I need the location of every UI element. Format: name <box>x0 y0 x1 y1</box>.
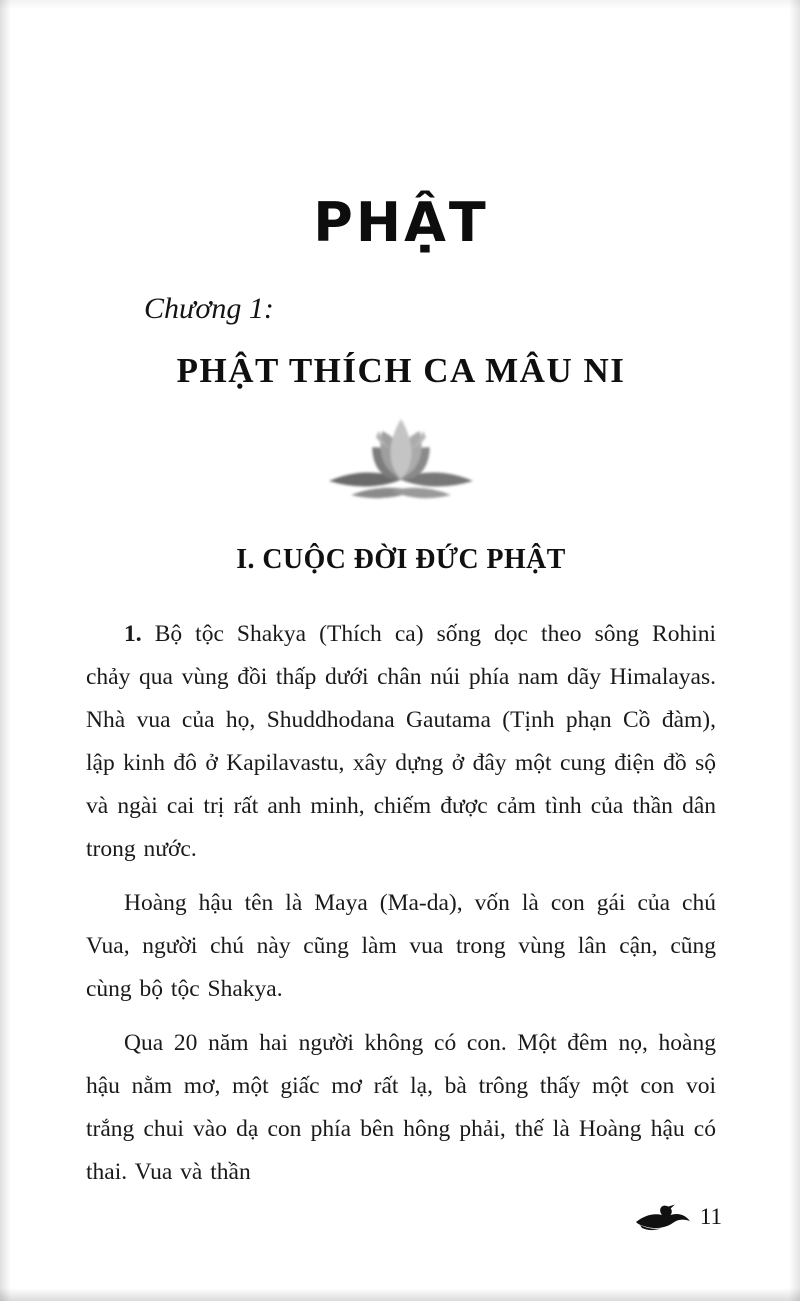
paragraph-1 <box>86 613 716 871</box>
chapter-title: PHẬT THÍCH CA MÂU NI <box>176 351 626 390</box>
paragraph-3-text: Qua 20 năm hai người không có con. Một đêm nọ, hoàng hậu nằm mơ, một giấc mơ rất lạ, bà trông thấy một con voi trắng chui vào dạ con phía bên hông phải, thế là Hoàng hậu có thai. Vua và thần <box>86 1029 716 1185</box>
paragraph-2 <box>86 882 716 1011</box>
paragraph-1-number: 1. <box>124 620 155 647</box>
paragraph-2-text: Hoàng hậu tên là Maya (Ma-da), vốn là con gái của chú Vua, người chú này cũng làm vua trong vùng lân cận, cũng cùng bộ tộc Shakya. <box>86 889 716 1002</box>
body-text <box>86 613 716 1194</box>
lotus-image-wrap <box>86 409 716 509</box>
chapter-label: Chương 1: <box>144 292 274 325</box>
page-footer <box>634 1201 722 1231</box>
paragraph-3 <box>86 1022 716 1194</box>
paragraph-1-text: Bộ tộc Shakya (Thích ca) sống dọc theo sông Rohini chảy qua vùng đồi thấp dưới chân núi phía nam dãy Himalayas. Nhà vua của họ, Shuddhodana Gautama (Tịnh phạn Cồ đàm), lập kinh đô ở Kapilavastu, xây dựng ở đây một cung điện đồ sộ và ngài cai trị rất anh minh, chiếm được cảm tình của thần dân trong nước. <box>86 620 716 862</box>
section-heading: I. CUỘC ĐỜI ĐỨC PHẬT <box>236 543 566 576</box>
book-title: PHẬT <box>313 191 489 254</box>
bird-ornament-icon <box>634 1201 692 1231</box>
lotus-icon <box>321 409 481 509</box>
page-number: 11 <box>699 1203 722 1229</box>
